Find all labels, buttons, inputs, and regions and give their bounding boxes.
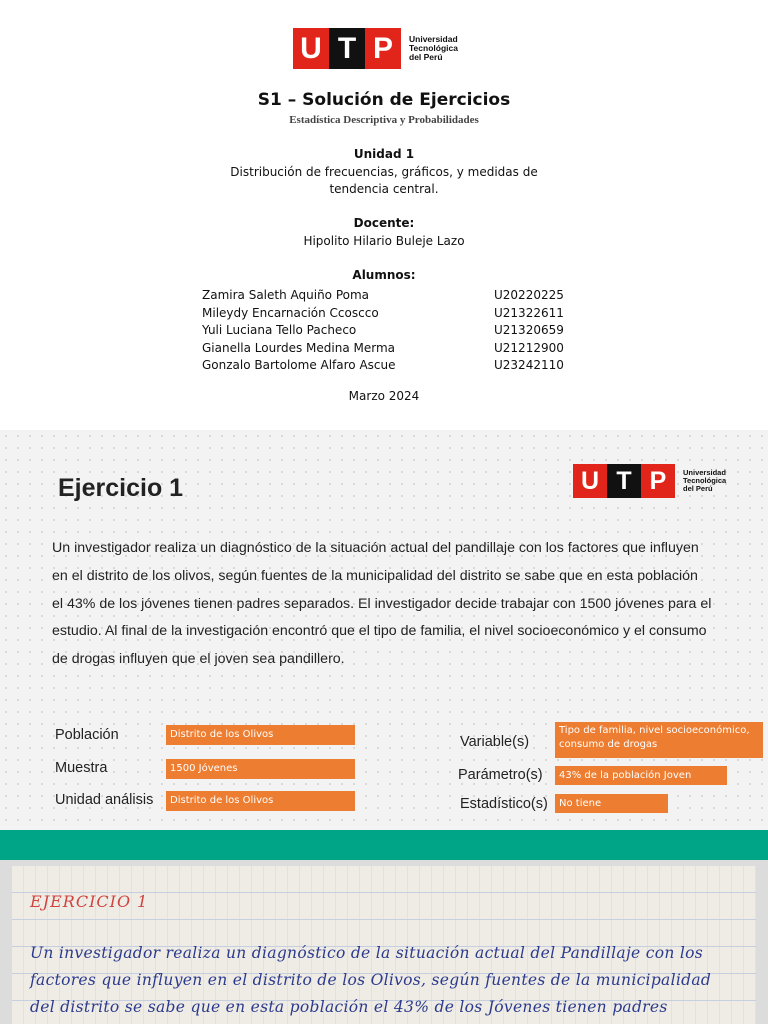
logo-letter-u: U: [573, 464, 607, 498]
teal-divider-band: [0, 830, 768, 860]
logo-letter-p: P: [365, 28, 401, 69]
unidad-analisis-value: Distrito de los Olivos: [166, 791, 355, 811]
statement-line: Un investigador realiza un diagnóstico de la situación actual del pandillaje con los factores que influyen: [52, 540, 699, 556]
student-code: U21322611: [494, 305, 564, 320]
parametro-value: 43% de la población Joven: [555, 766, 727, 785]
muestra-label: Muestra: [55, 760, 108, 776]
statement-line: estudio. Al final de la investigación encontró que el tipo de familia, el nivel socioeconómico y el consumo: [52, 623, 707, 640]
logo-university-name: Universidad Tecnológica del Perú: [409, 34, 458, 62]
poblacion-value: Distrito de los Olivos: [166, 725, 355, 745]
student-code: U20220225: [494, 288, 564, 302]
exercise-statement: [52, 535, 764, 674]
variables-label: Variable(s): [460, 734, 530, 750]
handwritten-title: EJERCICIO 1: [30, 892, 149, 911]
document-date: Marzo 2024: [348, 389, 420, 403]
student-code: U21320659: [494, 323, 564, 337]
student-row: [202, 341, 562, 359]
student-name: Mileydy Encarnación Ccoscco: [202, 305, 379, 320]
statement-line: en el distrito de los olivos, según fuentes de la municipalidad del distrito se sabe que en esta población: [52, 567, 698, 584]
logo-letter-u: U: [293, 28, 329, 69]
student-code: U21212900: [494, 340, 564, 355]
muestra-value: 1500 Jóvenes: [166, 759, 355, 779]
alumnos-label: Alumnos:: [352, 268, 416, 282]
document-title: S1 – Solución de Ejercicios: [257, 90, 511, 110]
unidad-description: Distribución de frecuencias, gráficos, y medidas de tendencia central.: [230, 165, 538, 196]
student-name: Yuli Luciana Tello Pacheco: [202, 323, 357, 337]
handwritten-line: Un investigador realiza un diagnóstico de la situación actual del Pandillaje con los: [30, 944, 704, 962]
handwritten-notebook-photo: [12, 866, 756, 1024]
logo-letter-p: P: [641, 464, 675, 498]
student-row: [202, 288, 562, 306]
exercise-slide: [0, 430, 768, 830]
student-row: [202, 358, 562, 376]
utp-logo: [573, 464, 726, 498]
student-name: Gianella Lourdes Medina Merma: [202, 340, 395, 355]
unidad-analisis-label: Unidad análisis: [55, 792, 154, 808]
utp-logo: [293, 28, 458, 69]
statement-line: el 43% de los jóvenes tienen padres separados. El investigador decide trabajar con 1500 jóvenes para el: [52, 595, 712, 612]
student-row: [202, 323, 562, 341]
student-code: U23242110: [494, 358, 564, 372]
student-row: [202, 306, 562, 324]
student-name: Zamira Saleth Aquiño Poma: [202, 288, 370, 302]
course-name: Estadística Descriptiva y Probabilidades: [289, 114, 479, 126]
students-list: [202, 288, 562, 376]
docente-label: Docente:: [353, 216, 415, 230]
logo-letter-t: T: [607, 464, 641, 498]
estadistico-label: Estadístico(s): [460, 796, 548, 812]
statement-line: de drogas influyen que el joven sea pandillero.: [52, 651, 345, 668]
handwritten-line: del distrito se sabe que en esta población el 43% de los Jóvenes tienen padres: [30, 998, 668, 1016]
variables-value: Tipo de familia, nivel socioeconómico, consumo de drogas: [555, 722, 763, 758]
parametro-label: Parámetro(s): [458, 767, 543, 783]
estadistico-value: No tiene: [555, 794, 668, 813]
handwritten-line: factores que influyen en el distrito de los Olivos, según fuentes de la municipalidad: [30, 971, 712, 989]
unidad-label: Unidad 1: [353, 147, 415, 161]
docente-name: Hipolito Hilario Buleje Lazo: [303, 234, 465, 248]
student-name: Gonzalo Bartolome Alfaro Ascue: [202, 358, 396, 372]
slide-title: Ejercicio 1: [58, 474, 184, 502]
logo-university-name: Universidad Tecnológica del Perú: [683, 468, 727, 493]
cover-page: [0, 0, 768, 430]
logo-letter-t: T: [329, 28, 365, 69]
poblacion-label: Población: [55, 727, 119, 743]
